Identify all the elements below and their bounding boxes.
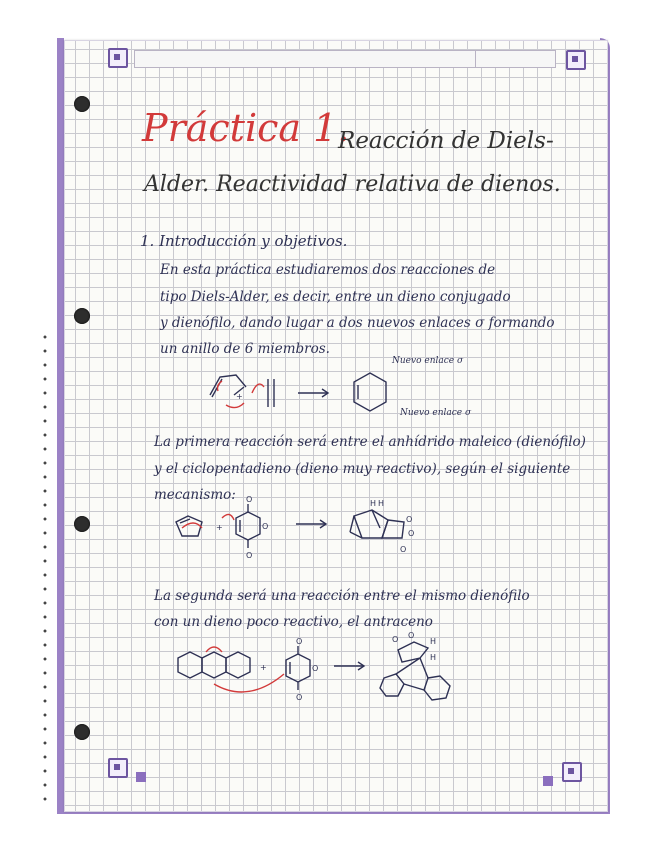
oxygen-label: O	[408, 631, 415, 640]
oxygen-label: O	[296, 693, 303, 702]
oxygen-label: O	[400, 545, 407, 554]
corner-logo-icon	[108, 48, 128, 68]
corner-square	[543, 776, 553, 786]
corner-logo-icon	[108, 758, 128, 778]
plus-sign: +	[216, 523, 223, 532]
paragraph-line: En esta práctica estudiaremos dos reacciones de	[160, 262, 496, 278]
corner-square	[136, 772, 146, 782]
paragraph-line: un anillo de 6 miembros.	[160, 341, 330, 357]
plus-sign: +	[260, 663, 267, 672]
binder-hole-1	[74, 96, 90, 112]
oxygen-label: O	[262, 522, 269, 531]
margin-dots	[42, 330, 48, 810]
paragraph-line: y dienófilo, dando lugar a dos nuevos enlaces σ formando	[160, 315, 555, 331]
page-subtitle: Alder. Reactividad relativa de dienos.	[144, 172, 561, 197]
header-bar	[134, 50, 556, 68]
oxygen-label: O	[408, 529, 415, 538]
paragraph-line: tipo Diels-Alder, es decir, entre un dieno conjugado	[160, 289, 511, 305]
paragraph-line: y el ciclopentadieno (dieno muy reactivo), según el siguiente	[154, 461, 571, 477]
diels-alder-general-scheme	[200, 365, 420, 425]
paragraph-line: con un dieno poco reactivo, el antraceno	[154, 614, 433, 630]
oxygen-label: O	[312, 664, 319, 673]
paragraph-line: La segunda será una reacción entre el mismo dienófilo	[154, 588, 530, 604]
hydrogen-label: H	[430, 653, 437, 662]
binder-hole-3	[74, 516, 90, 532]
hydrogen-label: H	[430, 637, 437, 646]
oxygen-label: O	[406, 515, 413, 524]
anthracene-maleic-anhydride-scheme	[158, 631, 468, 714]
new-bond-label-top: Nuevo enlace σ	[392, 356, 464, 366]
paragraph-line: mecanismo:	[154, 487, 236, 503]
oxygen-label: O	[246, 551, 253, 560]
hydrogen-label: H	[370, 499, 377, 508]
binder-hole-2	[74, 308, 90, 324]
corner-logo-icon	[566, 50, 586, 70]
notebook-border-left	[57, 38, 64, 814]
hydrogen-label: H	[378, 499, 385, 508]
page-title: Práctica 1.	[142, 106, 350, 150]
binder-hole-4	[74, 724, 90, 740]
cyclopentadiene-maleic-anhydride-scheme	[168, 492, 428, 562]
section-heading: 1. Introducción y objetivos.	[140, 232, 348, 250]
oxygen-label: O	[392, 635, 399, 644]
paragraph-line: La primera reacción será entre el anhídrido maleico (dienófilo)	[154, 434, 586, 450]
oxygen-label: O	[246, 495, 253, 504]
corner-logo-icon	[562, 762, 582, 782]
page-title-rest: Reacción de Diels-	[338, 128, 554, 154]
plus-sign: +	[236, 392, 243, 401]
new-bond-label-bottom: Nuevo enlace σ	[400, 408, 472, 418]
oxygen-label: O	[296, 637, 303, 646]
